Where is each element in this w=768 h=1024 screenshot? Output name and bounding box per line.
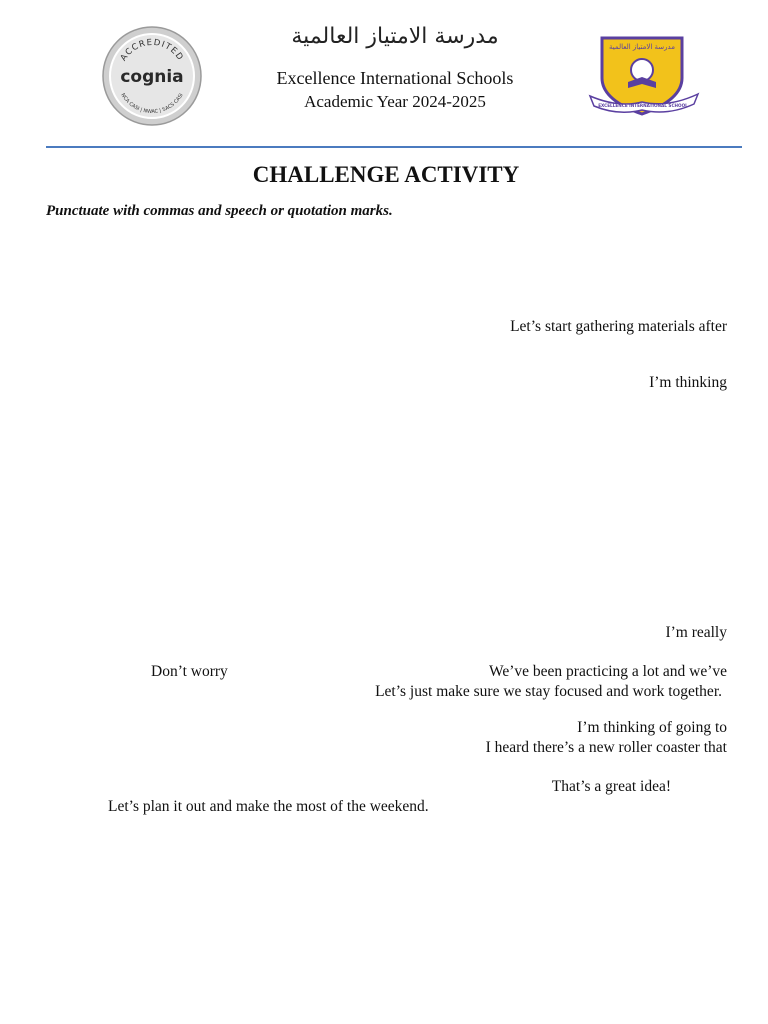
cognia-top-text: ACCREDITED bbox=[118, 37, 186, 64]
school-crest-logo bbox=[588, 34, 700, 118]
worksheet-line-6: Let’s just make sure we stay focused and work together. bbox=[375, 683, 722, 700]
worksheet-line-7: I’m thinking of going to bbox=[577, 719, 727, 736]
worksheet-line-2: I’m thinking bbox=[649, 374, 727, 391]
worksheet-line-4: Don’t worry bbox=[151, 663, 228, 680]
instructions: Punctuate with commas and speech or quotation marks. bbox=[46, 203, 393, 219]
page-title: CHALLENGE ACTIVITY bbox=[252, 162, 520, 187]
school-name-arabic: مدرسة الامتياز العالمية bbox=[291, 24, 499, 49]
worksheet-line-8: I heard there’s a new roller coaster that bbox=[485, 739, 727, 756]
cognia-accreditation-logo bbox=[99, 26, 205, 126]
worksheet-line-10: Let’s plan it out and make the most of the weekend. bbox=[108, 798, 429, 815]
cognia-brand-text: cognia bbox=[120, 67, 184, 87]
header-divider bbox=[46, 146, 742, 148]
worksheet-line-3: I’m really bbox=[665, 624, 727, 641]
academic-year: Academic Year 2024-2025 bbox=[304, 92, 486, 111]
crest-arabic-text: مدرسة الامتياز العالمية bbox=[609, 43, 675, 51]
worksheet-line-9: That’s a great idea! bbox=[551, 778, 671, 795]
worksheet-line-5: We’ve been practicing a lot and we’ve bbox=[488, 663, 727, 680]
crest-ribbon-text: EXCELLENCE INTERNATIONAL SCHOOL bbox=[598, 103, 688, 108]
worksheet-line-1: Let’s start gathering materials after bbox=[510, 318, 727, 335]
school-name: Excellence International Schools bbox=[276, 68, 514, 88]
cognia-bottom-text: NCA CASI | NWAC | SACS CASI bbox=[119, 92, 185, 116]
